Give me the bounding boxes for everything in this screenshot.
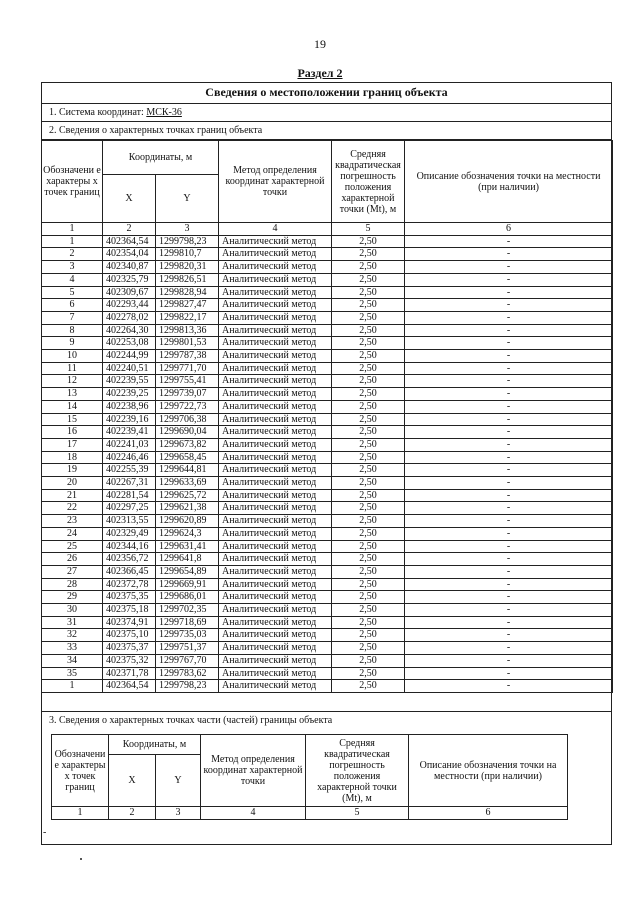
coord-x: 402354,04: [103, 248, 156, 261]
header-designation: Обозначени е характеры х точек границ: [52, 735, 109, 807]
method-cell: Аналитический метод: [219, 540, 332, 553]
table-row: [42, 515, 613, 528]
table-row: [42, 604, 613, 617]
coord-x: 402255,39: [103, 464, 156, 477]
point-number: 24: [42, 527, 103, 540]
coord-x: 402364,54: [103, 680, 156, 693]
point-number: 30: [42, 604, 103, 617]
coord-y: 1299641,8: [156, 553, 219, 566]
table-row: [42, 451, 613, 464]
coord-y: 1299739,07: [156, 388, 219, 401]
part-boundary-points-table: [51, 734, 568, 820]
method-cell: Аналитический метод: [219, 502, 332, 515]
table-row: [42, 616, 613, 629]
error-cell: 2,50: [332, 362, 405, 375]
point-number: 1: [42, 235, 103, 248]
header-method: Метод определения координат характерной точки: [219, 141, 332, 223]
description-cell: -: [405, 578, 613, 591]
point-number: 12: [42, 375, 103, 388]
coord-y: 1299810,7: [156, 248, 219, 261]
method-cell: Аналитический метод: [219, 413, 332, 426]
table-row: [42, 426, 613, 439]
table-row: [42, 261, 613, 274]
coord-x: 402253,08: [103, 337, 156, 350]
point-number: 14: [42, 400, 103, 413]
error-cell: 2,50: [332, 642, 405, 655]
column-number: 5: [306, 807, 409, 820]
description-cell: -: [405, 680, 613, 693]
coord-y: 1299722,73: [156, 400, 219, 413]
method-cell: Аналитический метод: [219, 477, 332, 490]
method-cell: Аналитический метод: [219, 299, 332, 312]
description-cell: -: [405, 629, 613, 642]
coord-y: 1299813,36: [156, 324, 219, 337]
table-row: [42, 400, 613, 413]
error-cell: 2,50: [332, 299, 405, 312]
error-cell: 2,50: [332, 540, 405, 553]
method-cell: Аналитический метод: [219, 400, 332, 413]
point-number: 26: [42, 553, 103, 566]
table-row: [42, 553, 613, 566]
table-row: [42, 642, 613, 655]
column-number: 1: [42, 223, 103, 236]
coord-x: 402375,37: [103, 642, 156, 655]
point-number: 8: [42, 324, 103, 337]
coord-x: 402239,55: [103, 375, 156, 388]
point-number: 25: [42, 540, 103, 553]
column-number: 2: [103, 223, 156, 236]
coord-x: 402375,32: [103, 654, 156, 667]
coord-x: 402375,35: [103, 591, 156, 604]
coord-x: 402244,99: [103, 350, 156, 363]
method-cell: Аналитический метод: [219, 261, 332, 274]
table-row: [42, 273, 613, 286]
coord-x: 402239,41: [103, 426, 156, 439]
error-cell: 2,50: [332, 273, 405, 286]
error-cell: 2,50: [332, 438, 405, 451]
coord-y: 1299826,51: [156, 273, 219, 286]
table-row: [42, 311, 613, 324]
method-cell: Аналитический метод: [219, 451, 332, 464]
coord-system-line: [41, 104, 612, 122]
description-cell: -: [405, 324, 613, 337]
table-row: [42, 667, 613, 680]
error-cell: 2,50: [332, 680, 405, 693]
coord-x: 402375,10: [103, 629, 156, 642]
method-cell: Аналитический метод: [219, 667, 332, 680]
description-cell: -: [405, 337, 613, 350]
coord-system-label: 1. Система координат:: [49, 107, 144, 118]
coord-x: 402375,18: [103, 604, 156, 617]
point-number: 11: [42, 362, 103, 375]
coord-x: 402371,78: [103, 667, 156, 680]
error-cell: 2,50: [332, 591, 405, 604]
point-number: 18: [42, 451, 103, 464]
method-cell: Аналитический метод: [219, 565, 332, 578]
method-cell: Аналитический метод: [219, 350, 332, 363]
table-row: [42, 248, 613, 261]
description-cell: -: [405, 426, 613, 439]
method-cell: Аналитический метод: [219, 464, 332, 477]
table-row: [42, 413, 613, 426]
error-cell: 2,50: [332, 578, 405, 591]
coord-y: 1299820,31: [156, 261, 219, 274]
coord-y: 1299654,89: [156, 565, 219, 578]
error-cell: 2,50: [332, 413, 405, 426]
coord-x: 402309,67: [103, 286, 156, 299]
coord-y: 1299690,04: [156, 426, 219, 439]
point-number: 32: [42, 629, 103, 642]
method-cell: Аналитический метод: [219, 629, 332, 642]
point-number: 20: [42, 477, 103, 490]
error-cell: 2,50: [332, 235, 405, 248]
point-number: 23: [42, 515, 103, 528]
method-cell: Аналитический метод: [219, 362, 332, 375]
description-cell: -: [405, 311, 613, 324]
error-cell: 2,50: [332, 451, 405, 464]
coord-y: 1299787,38: [156, 350, 219, 363]
error-cell: 2,50: [332, 616, 405, 629]
point-number: 31: [42, 616, 103, 629]
table-row: [42, 540, 613, 553]
header-method: Метод определения координат характерной точки: [201, 735, 306, 807]
method-cell: Аналитический метод: [219, 654, 332, 667]
method-cell: Аналитический метод: [219, 604, 332, 617]
error-cell: 2,50: [332, 261, 405, 274]
error-cell: 2,50: [332, 477, 405, 490]
coord-y: 1299798,23: [156, 680, 219, 693]
error-cell: 2,50: [332, 400, 405, 413]
header-coords: Координаты, м: [103, 141, 219, 175]
coord-x: 402264,30: [103, 324, 156, 337]
coord-y: 1299633,69: [156, 477, 219, 490]
coord-y: 1299718,69: [156, 616, 219, 629]
description-cell: -: [405, 248, 613, 261]
description-cell: -: [405, 451, 613, 464]
point-number: 13: [42, 388, 103, 401]
method-cell: Аналитический метод: [219, 248, 332, 261]
point-number: 5: [42, 286, 103, 299]
method-cell: Аналитический метод: [219, 311, 332, 324]
coord-y: 1299828,94: [156, 286, 219, 299]
header-y: Y: [156, 755, 201, 807]
error-cell: 2,50: [332, 553, 405, 566]
column-number: 3: [156, 807, 201, 820]
method-cell: Аналитический метод: [219, 642, 332, 655]
description-cell: -: [405, 540, 613, 553]
coord-x: 402238,96: [103, 400, 156, 413]
table-row: [42, 680, 613, 693]
error-cell: 2,50: [332, 337, 405, 350]
point-number: 7: [42, 311, 103, 324]
description-cell: -: [405, 477, 613, 490]
point-number: 34: [42, 654, 103, 667]
point-number: 33: [42, 642, 103, 655]
header-x: X: [103, 175, 156, 223]
method-cell: Аналитический метод: [219, 489, 332, 502]
method-cell: Аналитический метод: [219, 235, 332, 248]
coord-y: 1299625,72: [156, 489, 219, 502]
description-cell: -: [405, 350, 613, 363]
description-cell: -: [405, 565, 613, 578]
coord-x: 402267,31: [103, 477, 156, 490]
column-number: 1: [52, 807, 109, 820]
header-y: Y: [156, 175, 219, 223]
method-cell: Аналитический метод: [219, 553, 332, 566]
description-cell: -: [405, 299, 613, 312]
table-row: [42, 299, 613, 312]
error-cell: 2,50: [332, 248, 405, 261]
description-cell: -: [405, 261, 613, 274]
coord-y: 1299735,03: [156, 629, 219, 642]
method-cell: Аналитический метод: [219, 337, 332, 350]
point-number: 4: [42, 273, 103, 286]
error-cell: 2,50: [332, 654, 405, 667]
column-number: 6: [409, 807, 568, 820]
method-cell: Аналитический метод: [219, 527, 332, 540]
table-row: [42, 464, 613, 477]
table-row: [42, 477, 613, 490]
column-number: 6: [405, 223, 613, 236]
method-cell: Аналитический метод: [219, 515, 332, 528]
method-cell: Аналитический метод: [219, 426, 332, 439]
column-number: 5: [332, 223, 405, 236]
coord-y: 1299624,3: [156, 527, 219, 540]
coord-y: 1299767,70: [156, 654, 219, 667]
point-number: 1: [42, 680, 103, 693]
coord-y: 1299644,81: [156, 464, 219, 477]
boundary-points-table: [41, 140, 613, 693]
table-row: [42, 362, 613, 375]
coord-y: 1299801,53: [156, 337, 219, 350]
table-row: [42, 629, 613, 642]
point-number: 17: [42, 438, 103, 451]
point-number: 35: [42, 667, 103, 680]
point-number: 9: [42, 337, 103, 350]
column-number: 4: [219, 223, 332, 236]
table-row: [42, 286, 613, 299]
method-cell: Аналитический метод: [219, 273, 332, 286]
table-row: [42, 591, 613, 604]
table-row: [42, 388, 613, 401]
table-row: [42, 324, 613, 337]
description-cell: -: [405, 413, 613, 426]
coord-x: 402372,78: [103, 578, 156, 591]
coord-y: 1299673,82: [156, 438, 219, 451]
error-cell: 2,50: [332, 527, 405, 540]
coord-y: 1299771,70: [156, 362, 219, 375]
table-row: [42, 489, 613, 502]
table-row: [42, 350, 613, 363]
point-number: 15: [42, 413, 103, 426]
description-cell: -: [405, 400, 613, 413]
section-3-title: 3. Сведения о характерных точках части (частей) границы объекта: [41, 711, 612, 729]
method-cell: Аналитический метод: [219, 286, 332, 299]
page-number: 19: [314, 37, 326, 51]
table-row: [42, 235, 613, 248]
error-cell: 2,50: [332, 667, 405, 680]
point-number: 28: [42, 578, 103, 591]
error-cell: 2,50: [332, 286, 405, 299]
description-cell: -: [405, 489, 613, 502]
point-number: 2: [42, 248, 103, 261]
coord-y: 1299822,17: [156, 311, 219, 324]
coord-y: 1299658,45: [156, 451, 219, 464]
description-cell: -: [405, 553, 613, 566]
method-cell: Аналитический метод: [219, 324, 332, 337]
description-cell: -: [405, 286, 613, 299]
table-row: [42, 527, 613, 540]
point-number: 3: [42, 261, 103, 274]
coord-y: 1299783,62: [156, 667, 219, 680]
coord-x: 402297,25: [103, 502, 156, 515]
description-cell: -: [405, 502, 613, 515]
column-number: 4: [201, 807, 306, 820]
coord-y: 1299702,35: [156, 604, 219, 617]
coord-y: 1299631,41: [156, 540, 219, 553]
error-cell: 2,50: [332, 502, 405, 515]
description-cell: -: [405, 273, 613, 286]
coord-x: 402293,44: [103, 299, 156, 312]
point-number: 21: [42, 489, 103, 502]
error-cell: 2,50: [332, 565, 405, 578]
error-cell: 2,50: [332, 324, 405, 337]
description-cell: -: [405, 591, 613, 604]
column-number: 3: [156, 223, 219, 236]
error-cell: 2,50: [332, 350, 405, 363]
table-row: [42, 565, 613, 578]
table-row: [42, 375, 613, 388]
coord-x: 402344,16: [103, 540, 156, 553]
point-number: 10: [42, 350, 103, 363]
point-number: 27: [42, 565, 103, 578]
description-cell: -: [405, 654, 613, 667]
empty-row-marker: -: [43, 827, 47, 838]
method-cell: Аналитический метод: [219, 375, 332, 388]
coord-x: 402239,25: [103, 388, 156, 401]
table-row: [42, 438, 613, 451]
table-row: [42, 578, 613, 591]
coord-system-value: МСК-36: [146, 107, 182, 118]
section-2-title: 2. Сведения о характерных точках границ объекта: [41, 122, 612, 140]
coord-x: 402329,49: [103, 527, 156, 540]
error-cell: 2,50: [332, 604, 405, 617]
description-cell: -: [405, 375, 613, 388]
error-cell: 2,50: [332, 515, 405, 528]
table-row: [42, 337, 613, 350]
coord-y: 1299751,37: [156, 642, 219, 655]
method-cell: Аналитический метод: [219, 680, 332, 693]
error-cell: 2,50: [332, 464, 405, 477]
description-cell: -: [405, 235, 613, 248]
error-cell: 2,50: [332, 375, 405, 388]
coord-x: 402340,87: [103, 261, 156, 274]
coord-x: 402278,02: [103, 311, 156, 324]
header-description: Описание обозначения точки на местности (при наличии): [405, 141, 613, 223]
error-cell: 2,50: [332, 629, 405, 642]
description-cell: -: [405, 642, 613, 655]
coord-x: 402240,51: [103, 362, 156, 375]
column-number: 2: [109, 807, 156, 820]
method-cell: Аналитический метод: [219, 591, 332, 604]
table-title: Сведения о местоположении границ объекта: [41, 82, 612, 104]
point-number: 16: [42, 426, 103, 439]
error-cell: 2,50: [332, 489, 405, 502]
method-cell: Аналитический метод: [219, 388, 332, 401]
header-error: Средняя квадратическая погрешность положения характерной точки (Mt), м: [332, 141, 405, 223]
table-row: [42, 502, 613, 515]
description-cell: -: [405, 604, 613, 617]
coord-x: 402364,54: [103, 235, 156, 248]
coord-x: 402325,79: [103, 273, 156, 286]
coord-y: 1299755,41: [156, 375, 219, 388]
coord-y: 1299686,01: [156, 591, 219, 604]
point-number: 29: [42, 591, 103, 604]
header-description: Описание обозначения точки на местности (при наличии): [409, 735, 568, 807]
header-designation: Обозначени е характеры х точек границ: [42, 141, 103, 223]
description-cell: -: [405, 362, 613, 375]
description-cell: -: [405, 515, 613, 528]
coord-y: 1299798,23: [156, 235, 219, 248]
coord-y: 1299706,38: [156, 413, 219, 426]
header-error: Средняя квадратическая погрешность положения характерной точки (Mt), м: [306, 735, 409, 807]
description-cell: -: [405, 464, 613, 477]
coord-x: 402366,45: [103, 565, 156, 578]
point-number: 6: [42, 299, 103, 312]
error-cell: 2,50: [332, 426, 405, 439]
description-cell: -: [405, 438, 613, 451]
method-cell: Аналитический метод: [219, 578, 332, 591]
error-cell: 2,50: [332, 311, 405, 324]
coord-y: 1299827,47: [156, 299, 219, 312]
coord-x: 402281,54: [103, 489, 156, 502]
description-cell: -: [405, 527, 613, 540]
coord-x: 402313,55: [103, 515, 156, 528]
coord-x: 402246,46: [103, 451, 156, 464]
section-title: Раздел 2: [297, 66, 343, 80]
description-cell: -: [405, 667, 613, 680]
scan-dot: [80, 858, 82, 860]
table-row: [42, 654, 613, 667]
coord-y: 1299621,38: [156, 502, 219, 515]
coord-y: 1299620,89: [156, 515, 219, 528]
error-cell: 2,50: [332, 388, 405, 401]
point-number: 22: [42, 502, 103, 515]
coord-x: 402356,72: [103, 553, 156, 566]
header-x: X: [109, 755, 156, 807]
description-cell: -: [405, 388, 613, 401]
method-cell: Аналитический метод: [219, 616, 332, 629]
point-number: 19: [42, 464, 103, 477]
coord-x: 402239,16: [103, 413, 156, 426]
coord-x: 402374,91: [103, 616, 156, 629]
description-cell: -: [405, 616, 613, 629]
header-coords: Координаты, м: [109, 735, 201, 755]
method-cell: Аналитический метод: [219, 438, 332, 451]
coord-y: 1299669,91: [156, 578, 219, 591]
coord-x: 402241,03: [103, 438, 156, 451]
